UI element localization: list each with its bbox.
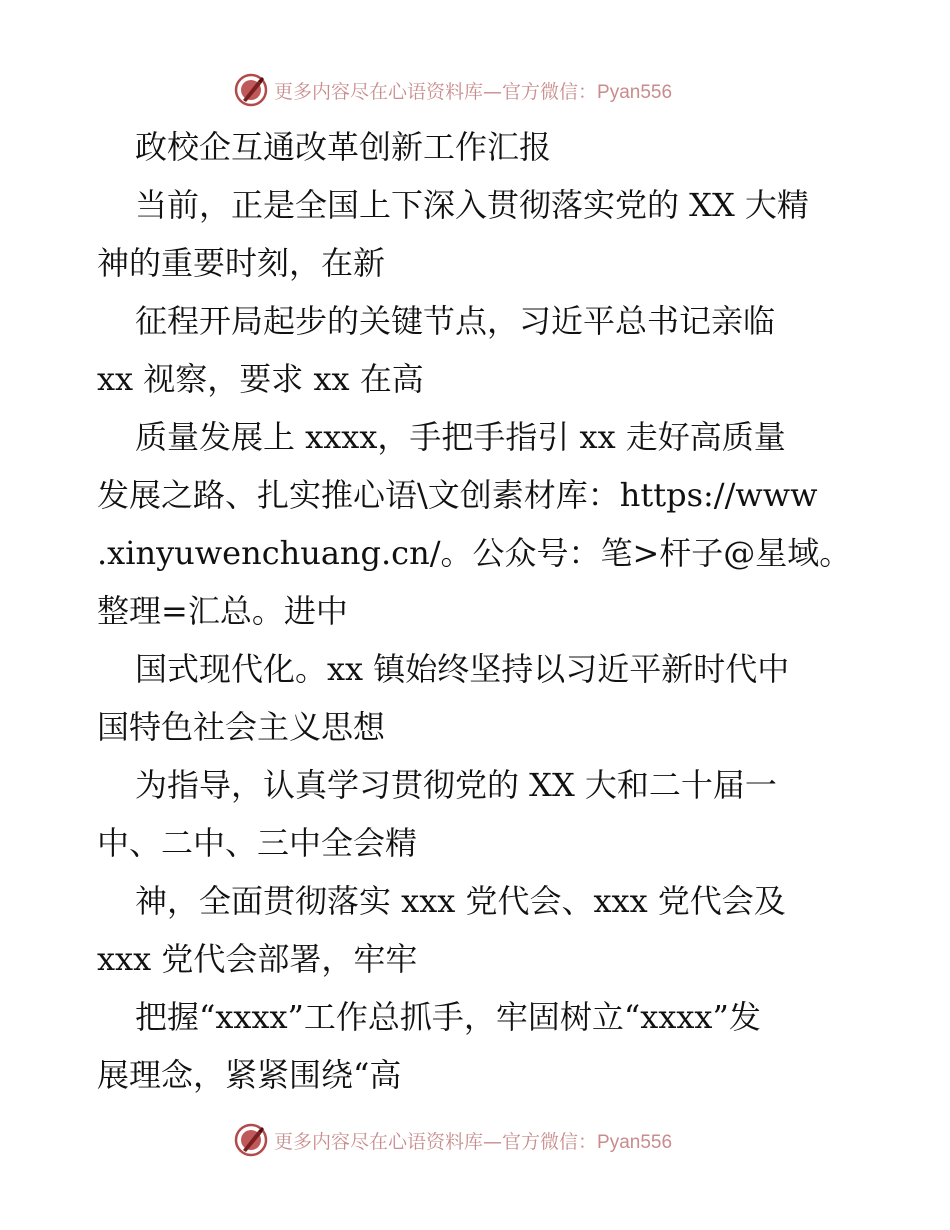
header-watermark [234,70,754,110]
footer-watermark [234,1120,754,1160]
document-line: 神，全面贯彻落实 xxx 党代会、xxx 党代会及 [135,882,786,920]
document-line: .xinyuwenchuang.cn/。公众号：笔>杆子@星域。 [97,534,852,572]
watermark-separator: — [483,1130,503,1153]
document-line: 发展之路、扎实推心语\文创素材库：https://www [97,476,818,514]
document-line: 征程开局起步的关键节点，习近平总书记亲临 [135,302,776,340]
document-line: 政校企互通改革创新工作汇报 [135,128,552,166]
pen-logo-icon [234,1123,268,1157]
document-line: 把握“xxxx”工作总抓手，牢固树立“xxxx”发 [135,998,761,1036]
watermark-title: 更多内容尽在心语资料库 [274,80,484,103]
document-line: 当前，正是全国上下深入贯彻落实党的 XX 大精 [135,186,809,224]
document-line: 神的重要时刻，在新 [97,244,386,282]
document-line: xxx 党代会部署，牢牢 [97,940,418,978]
watermark-wechat-label: 官方微信： [502,80,598,103]
document-line: 整理=汇总。进中 [97,592,348,630]
watermark-wechat-id: Pyan556 [597,1131,673,1153]
document-line: 展理念，紧紧围绕“高 [97,1056,402,1094]
pen-logo-icon [234,73,268,107]
watermark-separator: — [483,80,503,103]
watermark-wechat-id: Pyan556 [597,81,673,103]
watermark-wechat-label: 官方微信： [502,1130,598,1153]
document-line: 质量发展上 xxxx，手把手指引 xx 走好高质量 [135,418,786,456]
document-line: 国式现代化。xx 镇始终坚持以习近平新时代中 [135,650,790,688]
document-line: xx 视察，要求 xx 在高 [97,360,424,398]
document-line: 为指导，认真学习贯彻党的 XX 大和二十届一 [135,766,777,804]
document-line: 中、二中、三中全会精 [97,824,418,862]
document-line: 国特色社会主义思想 [97,708,386,746]
document-body [97,118,857,1104]
watermark-title: 更多内容尽在心语资料库 [274,1130,484,1153]
